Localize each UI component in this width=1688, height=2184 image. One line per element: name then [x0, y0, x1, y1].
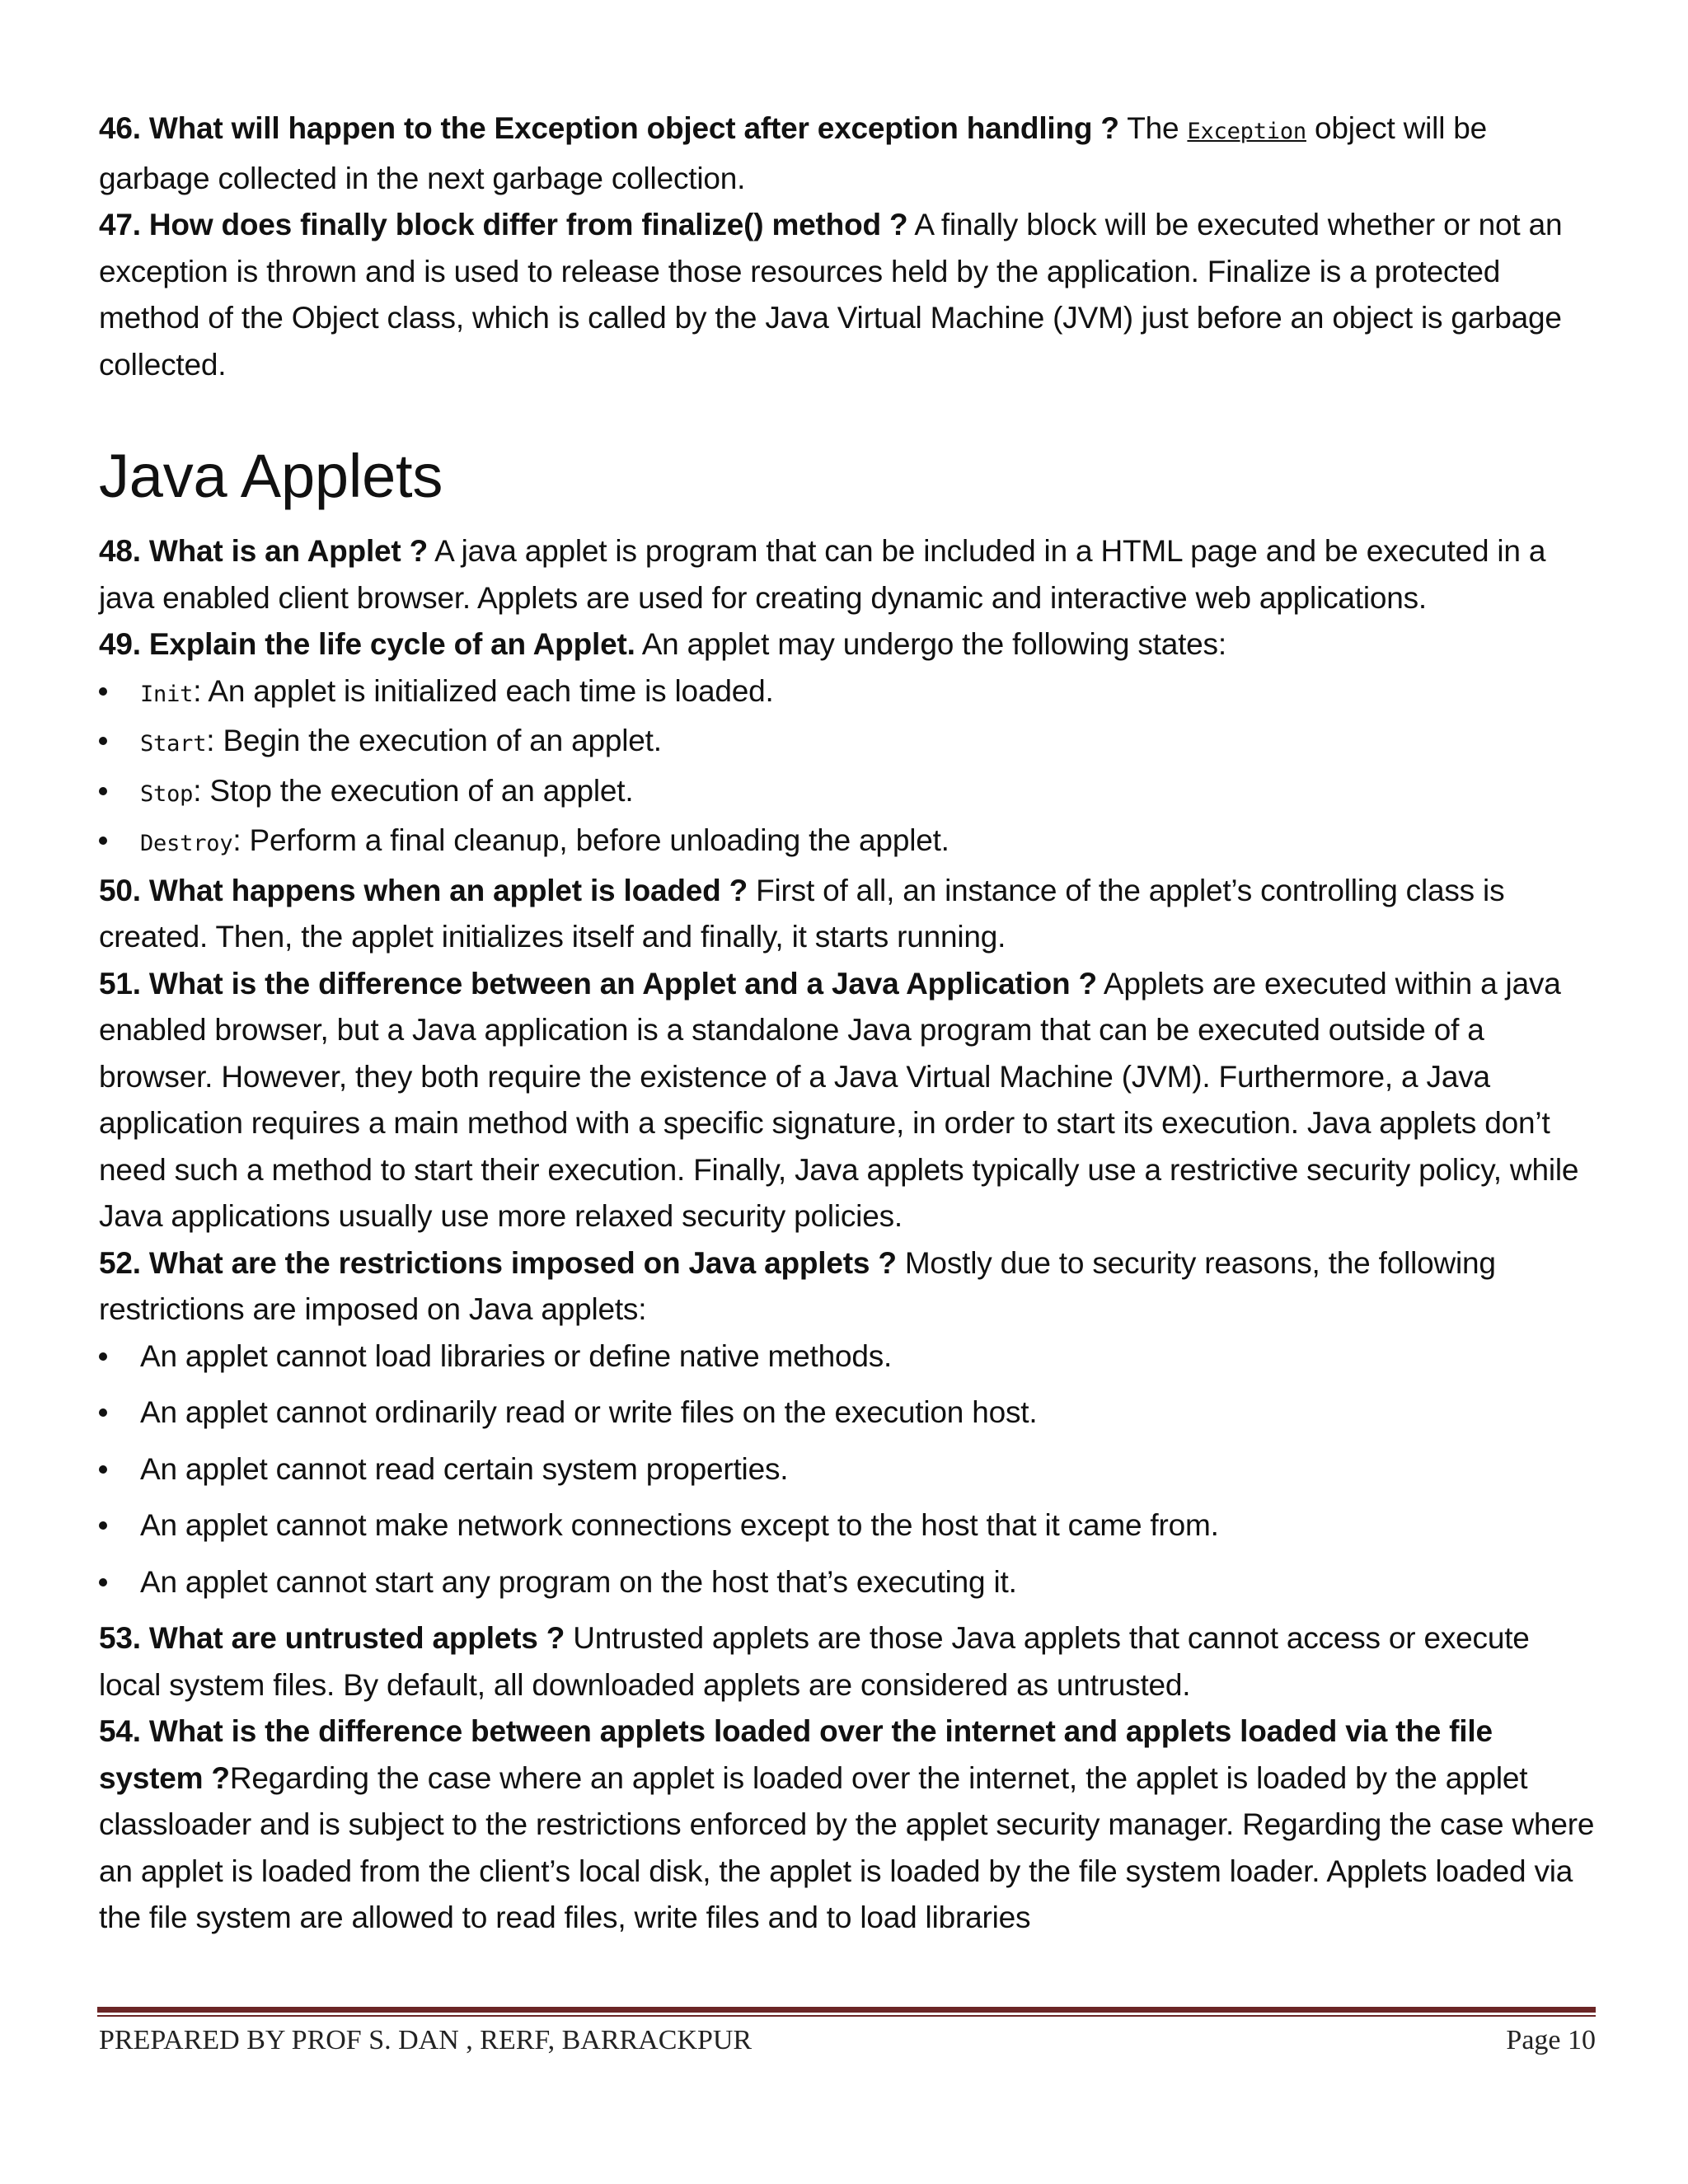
question-48-answer: A java applet is program that can be included in a HTML page and be executed in a java enabled client browser. Applets are used for creating dynamic and interactive web applications. — [99, 534, 1546, 615]
question-47-title: 47. How does finally block differ from finalize() method ? — [99, 208, 908, 241]
state-code: Stop — [140, 780, 194, 807]
state-code: Start — [140, 731, 207, 757]
state-text: : An applet is initialized each time is loaded. — [193, 673, 774, 708]
question-46-answer-post: object will be garbage collected in the next garbage collection. — [99, 111, 1488, 195]
question-49-answer: An applet may undergo the following states: — [635, 627, 1226, 661]
exception-code: Exception — [1187, 119, 1306, 144]
list-item: An applet cannot start any program on the host that’s executing it. — [99, 1559, 1599, 1606]
question-53-answer: Untrusted applets are those Java applets that cannot access or execute local system files. By default, all downloaded applets are considered as untrusted. — [99, 1621, 1530, 1702]
list-item: An applet cannot ordinarily read or write files on the execution host. — [99, 1390, 1599, 1436]
question-47 — [99, 202, 1599, 388]
question-49-title: 49. Explain the life cycle of an Applet. — [99, 627, 635, 661]
applet-states-list — [99, 668, 1599, 868]
question-52-title: 52. What are the restrictions imposed on Java applets ? — [99, 1245, 897, 1280]
question-50 — [99, 868, 1599, 961]
state-code: Init — [140, 681, 194, 707]
state-text: : Begin the execution of an applet. — [206, 724, 662, 757]
question-49 — [99, 621, 1599, 668]
question-54 — [99, 1708, 1599, 1942]
question-50-answer: First of all, an instance of the applet’s controlling class is created. Then, the applet initializes itself and finally, it starts running. — [99, 873, 1505, 954]
question-48 — [99, 528, 1599, 621]
list-item — [99, 718, 1599, 768]
footer-credit: PREPARED BY PROF S. DAN , RERF, BARRACKPUR — [99, 2025, 753, 2055]
list-item: An applet cannot make network connections except to the host that it came from. — [99, 1502, 1599, 1549]
question-52-answer: Mostly due to security reasons, the following restrictions are imposed on Java applets: — [99, 1245, 1496, 1326]
list-item — [99, 668, 1599, 719]
list-item — [99, 768, 1599, 818]
question-47-answer: A finally block will be executed whether or not an exception is thrown and is used to release those resources held by the application. Finalize is a protected method of the Object class, which is called by the Java Virtual Machine (JVM) just before an object is garbage collected. — [99, 208, 1563, 382]
question-48-title: 48. What is an Applet ? — [99, 534, 429, 568]
question-51-answer: Applets are executed within a java enabled browser, but a Java application is a standalone Java program that can be executed outside of a browser. However, they both require the existence of a Java Virtual Machine (JVM). Furthermore, a Java application requires a main method with a specific signature, in order to start its execution. Java applets don’t need such a method to start their execution. Finally, Java applets typically use a restrictive security policy, while Java applications usually use more relaxed security policies. — [99, 966, 1579, 1233]
list-item: An applet cannot read certain system properties. — [99, 1446, 1599, 1493]
state-text: : Stop the execution of an applet. — [193, 773, 634, 808]
list-item: An applet cannot load libraries or define native methods. — [99, 1333, 1599, 1380]
page-number: Page 10 — [1506, 2025, 1596, 2055]
question-54-answer: Regarding the case where an applet is loaded over the internet, the applet is loaded by the applet classloader and is subject to the restrictions enforced by the applet security manager. Regarding the case where an applet is loaded from the client’s local disk, the applet is loaded by the file system loader. Applets loaded via the file system are allowed to read files, write files and to load libraries — [99, 1760, 1595, 1934]
question-46 — [99, 105, 1599, 202]
question-50-title: 50. What happens when an applet is loaded ? — [99, 873, 748, 907]
list-item — [99, 818, 1599, 868]
footer-divider-thin — [97, 2015, 1596, 2017]
state-code: Destroy — [140, 831, 233, 856]
question-53 — [99, 1615, 1599, 1708]
question-53-title: 53. What are untrusted applets ? — [99, 1621, 565, 1655]
question-46-answer-pre: The — [1118, 111, 1188, 145]
footer-divider — [97, 2007, 1596, 2013]
question-46-title: 46. What will happen to the Exception object after exception handling ? — [99, 111, 1119, 145]
page-content — [99, 105, 1599, 1942]
section-title: Java Applets — [99, 442, 443, 510]
question-54-title: 54. What is the difference between applets loaded over the internet and applets loaded via the file system ? — [99, 1714, 1493, 1795]
question-51-title: 51. What is the difference between an Applet and a Java Application ? — [99, 966, 1097, 1001]
restrictions-list — [99, 1333, 1599, 1606]
question-51 — [99, 961, 1599, 1240]
question-52 — [99, 1240, 1599, 1333]
state-text: : Perform a final cleanup, before unloading the applet. — [232, 823, 950, 857]
